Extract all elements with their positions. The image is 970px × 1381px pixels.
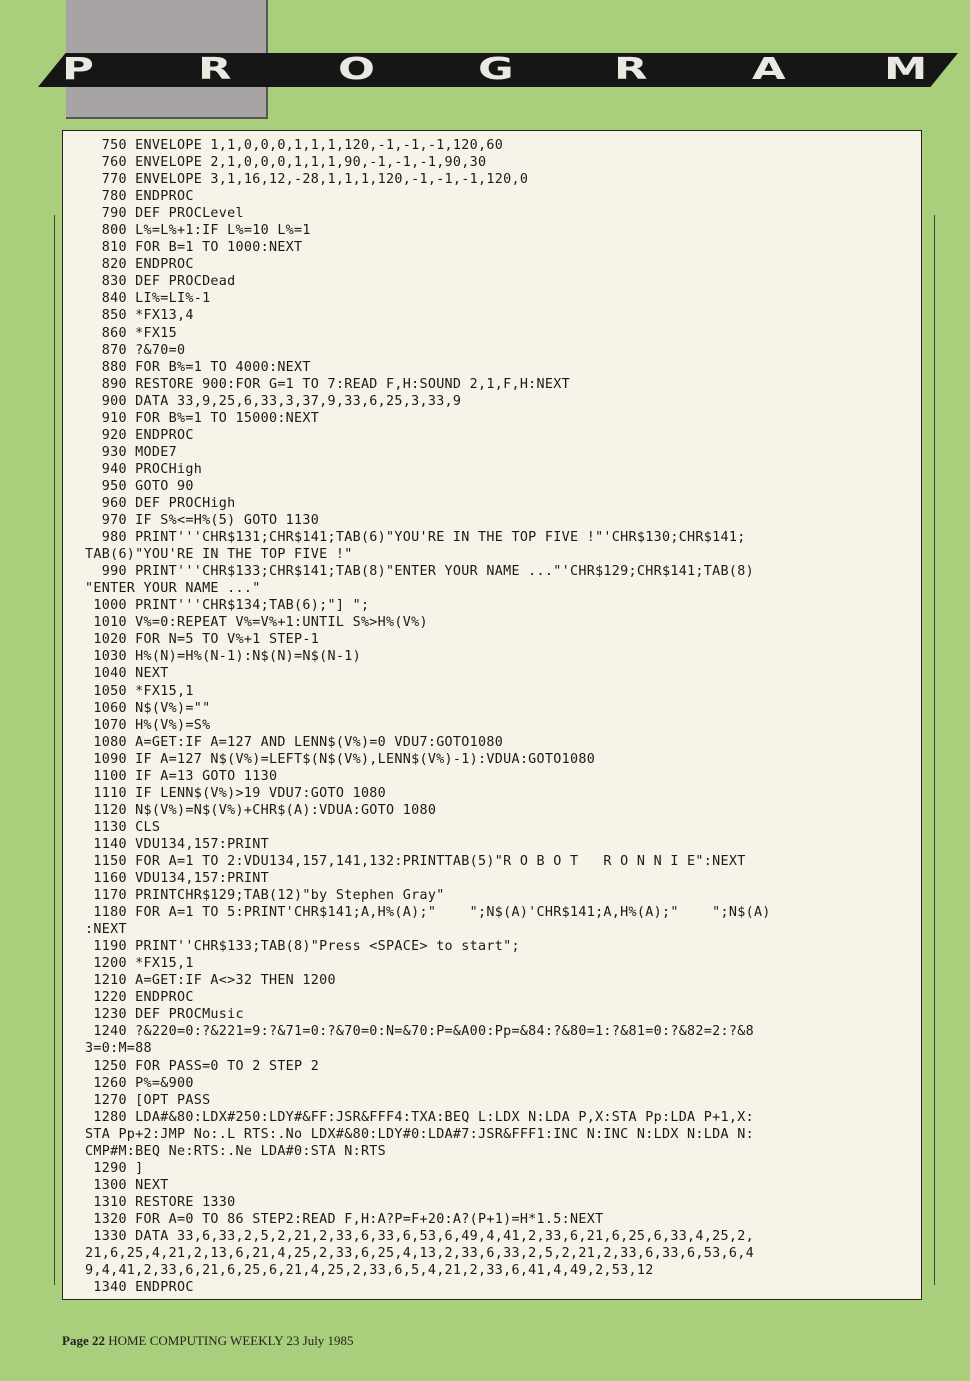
code-line: 1230 DEF PROCMusic [85, 1007, 244, 1023]
code-line: 920 ENDPROC [85, 427, 194, 443]
code-line: 1150 FOR A=1 TO 2:VDU134,157,141,132:PRINTTAB(5)"R O B O T R O N N I E":NEXT [85, 853, 746, 869]
code-line: 750 ENVELOPE 1,1,0,0,0,1,1,1,120,-1,-1,-1,120,60 [85, 138, 504, 153]
code-line: 1190 PRINT''CHR$133;TAB(8)"Press <SPACE> to start"; [85, 939, 520, 955]
code-line: 1050 *FX15,1 [85, 683, 194, 699]
code-line: 1270 [OPT PASS [85, 1092, 211, 1108]
code-line: 1170 PRINTCHR$129;TAB(12)"by Stephen Gray" [85, 888, 445, 904]
code-line: "ENTER YOUR NAME ..." [85, 581, 261, 597]
banner-letter: M [884, 52, 928, 87]
code-line: STA Pp+2:JMP No:.L RTS:.No LDX#&80:LDY#0:LDA#7:JSR&FFF1:INC N:INC N:LDX N:LDA N: [85, 1126, 754, 1142]
banner-letter: O [338, 52, 375, 87]
code-line: 1070 H%(V%)=S% [85, 717, 211, 733]
code-line: 960 DEF PROCHigh [85, 495, 236, 511]
program-listing [62, 130, 922, 1300]
code-line: TAB(6)"YOU'RE IN THE TOP FIVE !" [85, 547, 353, 563]
code-line: 870 ?&70=0 [85, 342, 186, 358]
page-footer [62, 1333, 354, 1349]
code-line: 1120 N$(V%)=N$(V%)+CHR$(A):VDUA:GOTO 1080 [85, 802, 437, 818]
code-line: 930 MODE7 [85, 444, 177, 460]
code-line: 1020 FOR N=5 TO V%+1 STEP-1 [85, 632, 320, 648]
code-line: 1100 IF A=13 GOTO 1130 [85, 768, 278, 784]
code-line: 900 DATA 33,9,25,6,33,3,37,9,33,6,25,3,33,9 [85, 393, 462, 409]
code-line: :NEXT [85, 922, 127, 938]
code-line: 9,4,41,2,33,6,21,6,25,6,21,4,25,2,33,6,5,4,21,2,33,6,41,4,49,2,53,12 [85, 1263, 654, 1279]
code-line: 1330 DATA 33,6,33,2,5,2,21,2,33,6,33,6,53,6,49,4,41,2,33,6,21,6,25,6,33,4,25,2, [85, 1229, 754, 1244]
code-line: 1320 FOR A=0 TO 86 STEP2:READ F,H:A?P=F+20:A?(P+1)=H*1.5:NEXT [85, 1211, 604, 1227]
code-line: 1180 FOR A=1 TO 5:PRINT'CHR$141;A,H%(A);" ";N$(A)'CHR$141;A,H%(A);" ";N$(A) [85, 905, 771, 921]
code-line: 1130 CLS [85, 819, 161, 835]
code-line: 1040 NEXT [85, 666, 169, 682]
code-line: 1030 H%(N)=H%(N-1):N$(N)=N$(N-1) [85, 649, 361, 665]
code-listing [85, 137, 905, 1296]
code-line: 1240 ?&220=0:?&221=9:?&71=0:?&70=0:N=&70:P=&A00:Pp=&84:?&80=1:?&81=0:?&82=2:?&8 [85, 1024, 754, 1040]
code-line: 1300 NEXT [85, 1177, 169, 1193]
code-line: 760 ENVELOPE 2,1,0,0,0,1,1,1,90,-1,-1,-1,90,30 [85, 155, 487, 171]
banner-letter: R [614, 52, 648, 87]
code-line: 1160 VDU134,157:PRINT [85, 871, 269, 887]
code-line: 1250 FOR PASS=0 TO 2 STEP 2 [85, 1058, 320, 1074]
code-line: 950 GOTO 90 [85, 478, 194, 494]
code-line: 790 DEF PROCLevel [85, 206, 244, 222]
code-line: 800 L%=L%+1:IF L%=10 L%=1 [85, 223, 311, 239]
code-line: 1010 V%=0:REPEAT V%=V%+1:UNTIL S%>H%(V%) [85, 615, 428, 631]
code-line: 990 PRINT'''CHR$133;CHR$141;TAB(8)"ENTER YOUR NAME ..."'CHR$129;CHR$141;TAB(8) [85, 564, 754, 580]
code-line: 1310 RESTORE 1330 [85, 1194, 236, 1210]
margin-rule-right [934, 215, 935, 1285]
banner-letter: R [198, 52, 232, 87]
code-line: 1210 A=GET:IF A<>32 THEN 1200 [85, 973, 336, 989]
page-number: Page 22 [62, 1333, 105, 1348]
code-line: 1280 LDA#&80:LDX#250:LDY#&FF:JSR&FFF4:TXA:BEQ L:LDX N:LDA P,X:STA Pp:LDA P+1,X: [85, 1109, 754, 1125]
banner-letter: G [478, 52, 514, 87]
code-line: 890 RESTORE 900:FOR G=1 TO 7:READ F,H:SOUND 2,1,F,H:NEXT [85, 376, 570, 392]
code-line: 1290 ] [85, 1160, 144, 1176]
code-line: 940 PROCHigh [85, 461, 203, 477]
code-line: 1060 N$(V%)="" [85, 700, 211, 716]
code-line: 860 *FX15 [85, 325, 177, 341]
code-line: 1260 P%=&900 [85, 1075, 194, 1091]
code-line: 3=0:M=88 [85, 1041, 152, 1057]
code-line: 1000 PRINT'''CHR$134;TAB(6);"] "; [85, 598, 370, 614]
code-line: 1110 IF LENN$(V%)>19 VDU7:GOTO 1080 [85, 785, 387, 801]
code-line: 850 *FX13,4 [85, 308, 194, 324]
code-line: 1340 ENDPROC [85, 1280, 194, 1296]
margin-rule-left [54, 215, 55, 1285]
code-line: 810 FOR B=1 TO 1000:NEXT [85, 240, 303, 256]
code-line: 1220 ENDPROC [85, 990, 194, 1006]
banner-letter: P [62, 52, 94, 87]
code-line: 1140 VDU134,157:PRINT [85, 836, 269, 852]
code-line: 780 ENDPROC [85, 189, 194, 205]
code-line: 910 FOR B%=1 TO 15000:NEXT [85, 410, 320, 426]
code-line: 1090 IF A=127 N$(V%)=LEFT$(N$(V%),LENN$(V%)-1):VDUA:GOTO1080 [85, 751, 596, 767]
code-line: 970 IF S%<=H%(5) GOTO 1130 [85, 513, 320, 529]
code-line: 770 ENVELOPE 3,1,16,12,-28,1,1,1,120,-1,-1,-1,120,0 [85, 172, 529, 188]
code-line: 1200 *FX15,1 [85, 956, 194, 972]
code-line: 980 PRINT'''CHR$131;CHR$141;TAB(6)"YOU'RE IN THE TOP FIVE !"'CHR$130;CHR$141; [85, 530, 746, 546]
code-line: 840 LI%=LI%-1 [85, 291, 211, 307]
code-line: 21,6,25,4,21,2,13,6,21,4,25,2,33,6,25,4,13,2,33,6,33,2,5,2,21,2,33,6,33,6,53,6,4 [85, 1246, 754, 1262]
code-line: 1080 A=GET:IF A=127 AND LENN$(V%)=0 VDU7:GOTO1080 [85, 734, 504, 750]
code-line: 880 FOR B%=1 TO 4000:NEXT [85, 359, 311, 375]
code-line: 830 DEF PROCDead [85, 274, 236, 290]
banner-letter: A [752, 52, 786, 87]
code-line: CMP#M:BEQ Ne:RTS:.Ne LDA#0:STA N:RTS [85, 1143, 387, 1159]
publication-info: HOME COMPUTING WEEKLY 23 July 1985 [108, 1333, 354, 1348]
code-line: 820 ENDPROC [85, 257, 194, 273]
